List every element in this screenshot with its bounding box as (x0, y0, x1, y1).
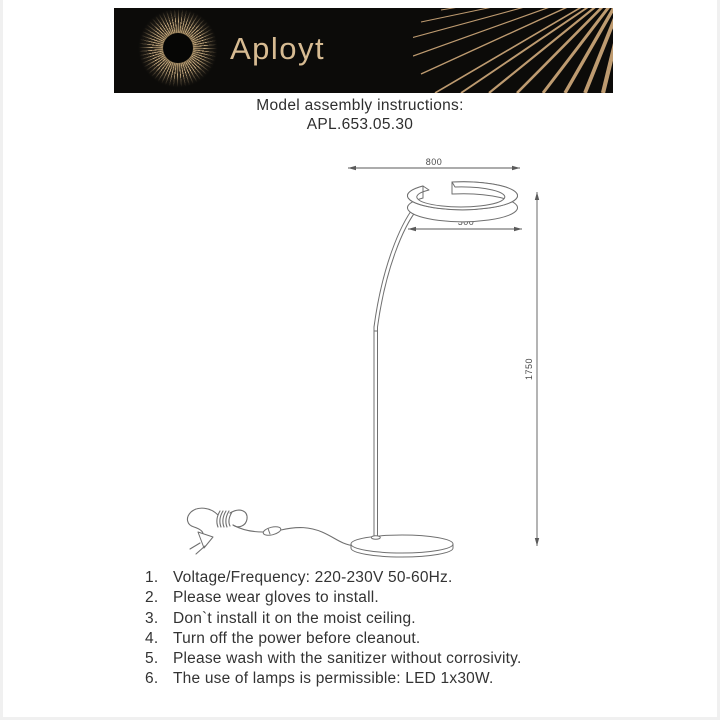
title-block (0, 97, 720, 134)
list-item-number: 1. (145, 569, 159, 586)
power-plug-icon (190, 532, 213, 554)
instruction-list (145, 568, 615, 690)
list-item-number: 6. (145, 670, 159, 688)
dimension-height (524, 192, 539, 546)
dim-800-label: 800 (425, 157, 443, 167)
list-item (145, 568, 615, 588)
page-title: Model assembly instructions: (256, 97, 464, 114)
list-item-text: Please wear gloves to install. (173, 589, 379, 607)
list-item (145, 629, 615, 649)
lamp-technical-drawing (130, 145, 570, 585)
sunburst-core (163, 33, 193, 63)
sunburst-logo-icon (138, 8, 218, 88)
model-code: APL.653.05.30 (306, 115, 414, 133)
list-item-text: Don`t install it on the moist ceiling. (173, 609, 416, 627)
dimension-width (348, 157, 520, 170)
list-item-number: 3. (145, 609, 159, 627)
corner-rays-decoration-icon (413, 8, 613, 93)
list-item (145, 609, 615, 629)
list-item-text: Voltage/Frequency: 220-230V 50-60Hz. (173, 569, 453, 586)
list-item-number: 2. (145, 589, 159, 607)
brand-banner (114, 8, 613, 93)
list-item-text: The use of lamps is permissible: LED 1x30W. (173, 670, 494, 688)
list-item (145, 649, 615, 669)
list-item (145, 669, 615, 689)
inline-switch (262, 525, 281, 537)
list-item (145, 588, 615, 608)
list-item-text: Turn off the power before cleanout. (173, 629, 421, 647)
list-item-text: Please wash with the sanitizer without corrosivity. (173, 650, 522, 668)
ring-lamp-head (407, 182, 517, 222)
lamp-stem (371, 207, 417, 539)
dim-1750-label: 1750 (524, 357, 534, 381)
list-item-number: 4. (145, 629, 159, 647)
brand-wordmark: Aployt (230, 31, 326, 66)
lamp-base (351, 535, 453, 557)
list-item-number: 5. (145, 650, 159, 668)
